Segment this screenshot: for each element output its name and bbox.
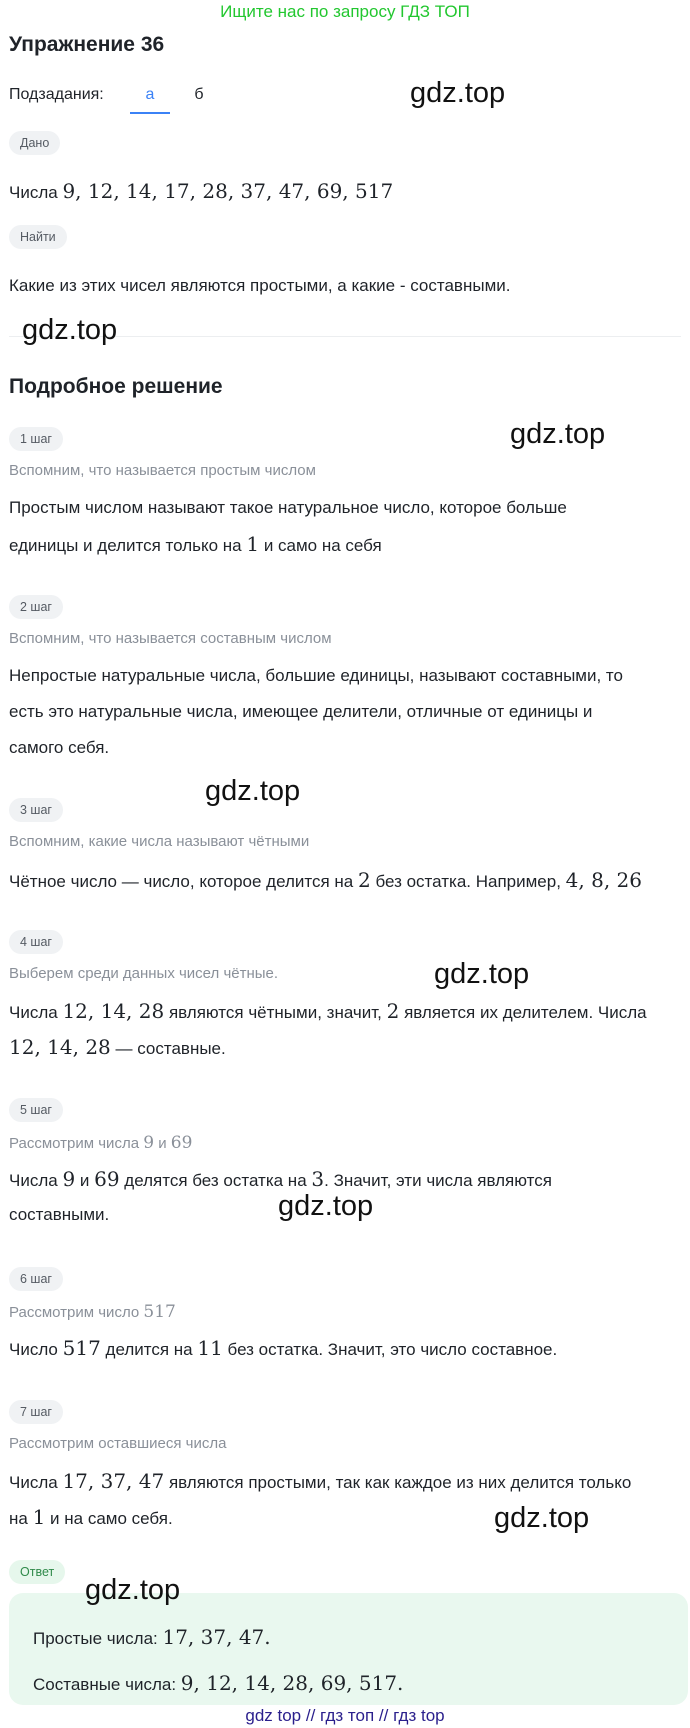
given-badge: Дано — [9, 131, 60, 155]
step-1-text-a: единицы и делится только на — [9, 536, 247, 555]
step-5-text-d: . Значит, эти числа являются — [324, 1171, 552, 1190]
step-4-text-a: Числа — [9, 1003, 63, 1022]
step-5-hint-b: и — [154, 1135, 171, 1152]
footer-separator: // — [378, 1706, 389, 1725]
given-prefix: Числа — [9, 183, 63, 202]
step-7-text-b: являются простыми, так как каждое из них делится только — [164, 1473, 632, 1492]
step-6-math-1: 517 — [62, 1336, 101, 1360]
step-2-line-2: есть это натуральные числа, имеющее делители, отличные от единицы и — [9, 702, 593, 721]
step-7-text-d: и на само себя. — [45, 1509, 173, 1528]
watermark: gdz.top — [410, 77, 506, 109]
answer-prime-values: 17, 37, 47. — [162, 1625, 271, 1649]
step-5-line-2: составными. — [9, 1205, 110, 1224]
footer-link-gdz-top-mixed[interactable]: гдз top — [393, 1706, 445, 1725]
step-3-badge: 3 шаг — [9, 798, 63, 822]
step-4-hint: Выберем среди данных чисел чётные. — [9, 965, 279, 982]
step-6-math-2: 11 — [197, 1336, 223, 1360]
step-2-line-1: Непростые натуральные числа, большие единицы, называют составными, то — [9, 666, 623, 685]
footer-link-gdz-top[interactable]: gdz top — [245, 1706, 302, 1725]
step-4-math-2: 2 — [386, 999, 400, 1023]
step-7-line-1 — [9, 1463, 679, 1501]
watermark: gdz.top — [205, 775, 301, 807]
step-7-math-2: 1 — [32, 1505, 46, 1529]
step-2-hint: Вспомним, что называется составным числом — [9, 630, 332, 647]
step-4-math-1: 12, 14, 28 — [62, 999, 165, 1023]
answer-composite — [33, 1671, 403, 1695]
watermark: gdz.top — [494, 1502, 590, 1534]
footer — [0, 1706, 690, 1726]
step-1-math: 1 — [246, 532, 260, 556]
step-6-text-c: без остатка. Значит, это число составное. — [222, 1340, 558, 1359]
step-4-text-c: является их делителем. Числа — [399, 1003, 647, 1022]
step-5-math-2: 69 — [94, 1167, 120, 1191]
step-5-hint — [9, 1133, 192, 1153]
step-1-hint: Вспомним, что называется простым числом — [9, 462, 316, 479]
find-badge: Найти — [9, 225, 67, 249]
step-5-hint-a: Рассмотрим числа — [9, 1135, 144, 1152]
step-7-badge: 7 шаг — [9, 1400, 63, 1424]
step-6-hint-math: 517 — [143, 1302, 176, 1322]
step-5-text-a: Числа — [9, 1171, 63, 1190]
step-6-hint-a: Рассмотрим число — [9, 1304, 144, 1321]
step-5-math-3: 3 — [311, 1167, 325, 1191]
subtask-tab-a[interactable]: а — [145, 86, 155, 103]
step-4-text-d: — составные. — [110, 1039, 226, 1058]
step-5-badge: 5 шаг — [9, 1098, 63, 1122]
step-4-math-3: 12, 14, 28 — [9, 1035, 111, 1059]
step-5-math-1: 9 — [62, 1167, 76, 1191]
step-3-text-a: Чётное число — число, которое делится на — [9, 872, 358, 891]
subtasks-label: Подзадания: — [9, 86, 104, 103]
active-tab-indicator — [130, 112, 170, 114]
step-6-text-a: Число — [9, 1340, 63, 1359]
step-6-line-1 — [9, 1330, 679, 1368]
step-4-line-2 — [9, 1029, 679, 1067]
step-3-hint: Вспомним, какие числа называют чётными — [9, 833, 310, 850]
step-3-text-b: без остатка. Например, — [370, 872, 566, 891]
answer-composite-label: Составные числа: — [33, 1675, 181, 1694]
watermark: gdz.top — [278, 1190, 374, 1222]
watermark: gdz.top — [510, 418, 606, 450]
step-7-text-a: Числа — [9, 1473, 63, 1492]
step-7-hint: Рассмотрим оставшиеся числа — [9, 1435, 227, 1452]
step-3-line-1 — [9, 862, 679, 900]
step-5-text-c: делятся без остатка на — [119, 1171, 312, 1190]
step-3-math-1: 2 — [357, 868, 371, 892]
step-2-badge: 2 шаг — [9, 595, 63, 619]
step-1-text-b: и само на себя — [259, 536, 382, 555]
answer-badge: Ответ — [9, 1560, 65, 1584]
page-title: Упражнение 36 — [9, 33, 165, 56]
step-5-hint-math-2: 69 — [170, 1133, 193, 1153]
given-numbers: 9, 12, 14, 17, 28, 37, 47, 69, 517 — [62, 179, 394, 203]
watermark: gdz.top — [85, 1574, 181, 1606]
step-4-badge: 4 шаг — [9, 930, 63, 954]
step-6-hint — [9, 1302, 176, 1322]
step-7-math-1: 17, 37, 47 — [62, 1469, 165, 1493]
step-6-text-b: делится на — [100, 1340, 198, 1359]
step-1-badge: 1 шаг — [9, 427, 63, 451]
step-7-text-c: на — [9, 1509, 33, 1528]
step-1-line-1: Простым числом называют такое натуральное число, которое больше — [9, 498, 567, 517]
find-text: Какие из этих чисел являются простыми, а какие - составными. — [9, 276, 511, 295]
footer-separator: // — [305, 1706, 316, 1725]
answer-prime — [33, 1625, 271, 1649]
step-4-text-b: являются чётными, значит, — [164, 1003, 387, 1022]
step-4-line-1 — [9, 993, 679, 1031]
given-text — [9, 173, 679, 211]
step-5-hint-math-1: 9 — [143, 1133, 155, 1153]
step-2-line-3: самого себя. — [9, 738, 110, 757]
step-1-line-2 — [9, 526, 679, 564]
watermark: gdz.top — [22, 314, 118, 346]
answer-prime-label: Простые числа: — [33, 1629, 163, 1648]
promo-banner: Ищите нас по запросу ГДЗ ТОП — [220, 2, 470, 21]
solution-title: Подробное решение — [9, 375, 223, 398]
step-5-text-b: и — [75, 1171, 95, 1190]
watermark: gdz.top — [434, 958, 530, 990]
subtask-tab-b[interactable]: б — [194, 86, 204, 103]
step-3-math-2: 4, 8, 26 — [565, 868, 642, 892]
step-6-badge: 6 шаг — [9, 1267, 63, 1291]
answer-composite-values: 9, 12, 14, 28, 69, 517. — [180, 1671, 404, 1695]
footer-link-gdz-top-ru[interactable]: гдз топ — [320, 1706, 375, 1725]
